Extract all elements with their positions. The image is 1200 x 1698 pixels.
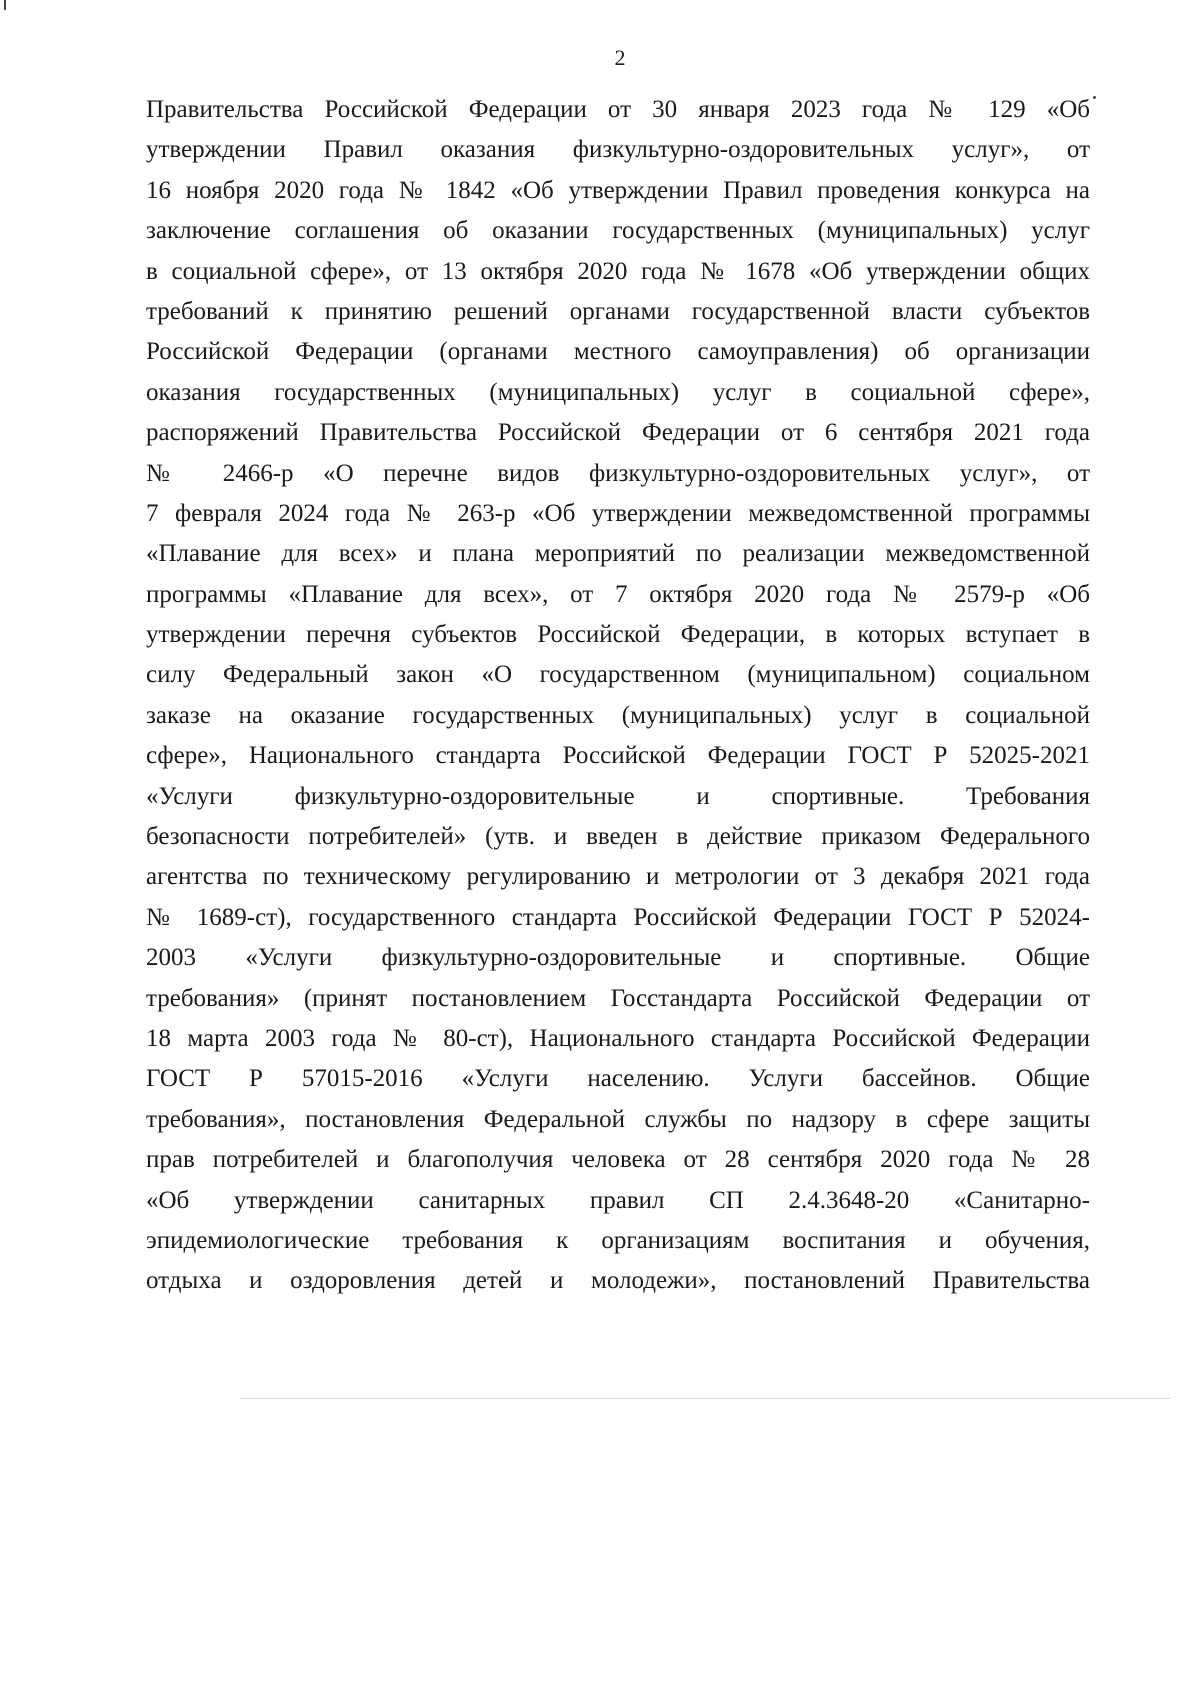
text-line: 16 ноября 2020 года № 1842 «Об утверждении Правил проведения конкурса на xyxy=(146,176,1090,204)
scan-speck xyxy=(4,0,6,10)
page-number: 2 xyxy=(614,45,626,70)
scan-speck xyxy=(1093,96,1096,99)
text-line: агентства по техническому регулированию и метрологии от 3 декабря 2021 года xyxy=(146,863,1090,891)
text-line: оказания государственных (муниципальных) услуг в социальной сфере», xyxy=(146,378,1090,406)
text-line: утверждении Правил оказания физкультурно-оздоровительных услуг», от xyxy=(146,136,1090,164)
text-line: ГОСТ Р 57015-2016 «Услуги населению. Услуги бассейнов. Общие xyxy=(146,1065,1090,1093)
text-line: требований к принятию решений органами государственной власти субъектов xyxy=(146,297,1090,325)
text-line: силу Федеральный закон «О государственном (муниципальном) социальном xyxy=(146,661,1090,689)
text-line: прав потребителей и благополучия человека от 28 сентября 2020 года № 28 xyxy=(146,1146,1090,1174)
text-line: «Плавание для всех» и плана мероприятий по реализации межведомственной xyxy=(146,540,1090,568)
text-line: безопасности потребителей» (утв. и введен в действие приказом Федерального xyxy=(146,823,1090,851)
text-line: Российской Федерации (органами местного самоуправления) об организации xyxy=(146,338,1090,366)
text-line: заключение соглашения об оказании государственных (муниципальных) услуг xyxy=(146,217,1090,245)
text-line: 7 февраля 2024 года № 263-р «Об утверждении межведомственной программы xyxy=(146,499,1090,527)
text-line: заказе на оказание государственных (муниципальных) услуг в социальной xyxy=(146,701,1090,729)
text-line: в социальной сфере», от 13 октября 2020 года № 1678 «Об утверждении общих xyxy=(146,257,1090,285)
text-line: Правительства Российской Федерации от 30 января 2023 года № 129 «Об xyxy=(146,96,1090,123)
text-line: эпидемиологические требования к организациям воспитания и обучения, xyxy=(146,1226,1090,1254)
text-line: требования», постановления Федеральной службы по надзору в сфере защиты xyxy=(146,1105,1090,1133)
text-line: № 2466-р «О перечне видов физкультурно-оздоровительных услуг», от xyxy=(146,459,1090,487)
text-line: «Об утверждении санитарных правил СП 2.4.3648-20 «Санитарно- xyxy=(146,1186,1090,1214)
text-line: 2003 «Услуги физкультурно-оздоровительные и спортивные. Общие xyxy=(146,944,1090,972)
text-line: № 1689-ст), государственного стандарта Российской Федерации ГОСТ Р 52024- xyxy=(146,903,1090,931)
body-text xyxy=(146,90,1090,1302)
text-line: утверждении перечня субъектов Российской Федерации, в которых вступает в xyxy=(146,621,1090,649)
scan-divider-line xyxy=(240,1398,1170,1399)
text-line: программы «Плавание для всех», от 7 октября 2020 года № 2579-р «Об xyxy=(146,580,1090,608)
text-line: отдыха и оздоровления детей и молодежи», постановлений Правительства xyxy=(146,1267,1090,1295)
text-line: сфере», Национального стандарта Российской Федерации ГОСТ Р 52025-2021 xyxy=(146,742,1090,770)
text-line: «Услуги физкультурно-оздоровительные и спортивные. Требования xyxy=(146,782,1090,810)
text-line: требования» (принят постановлением Госстандарта Российской Федерации от xyxy=(146,984,1090,1012)
text-line: 18 марта 2003 года № 80-ст), Национального стандарта Российской Федерации xyxy=(146,1024,1090,1052)
text-line: распоряжений Правительства Российской Федерации от 6 сентября 2021 года xyxy=(146,419,1090,447)
